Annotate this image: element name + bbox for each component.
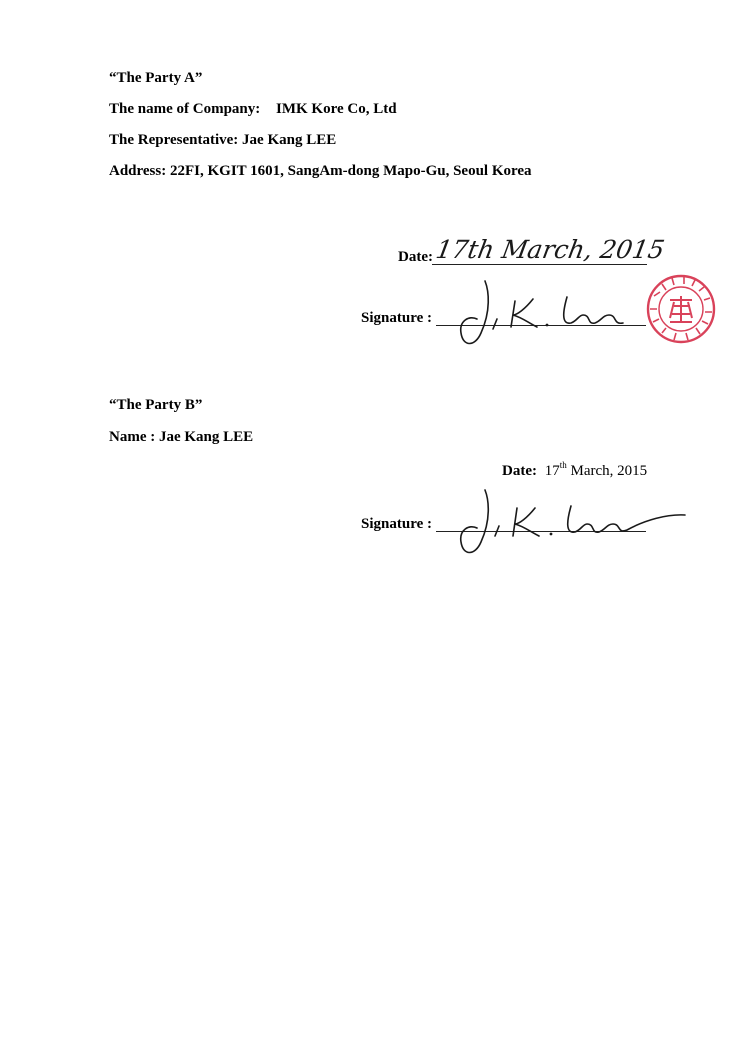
company-label: The name of Company: — [109, 101, 261, 117]
address-line: Address: 22FI, KGIT 1601, SangAm-dong Mapo-Gu, Seoul Korea — [109, 163, 532, 179]
party-b-date-label: Date: — [502, 463, 537, 479]
company-line — [109, 100, 397, 118]
company-seal — [644, 272, 718, 346]
party-b-date — [502, 456, 647, 480]
representative-line: The Representative: Jae Kang LEE — [109, 132, 337, 148]
party-b-signature — [445, 484, 705, 559]
party-a-signature-label: Signature : — [361, 310, 432, 326]
party-a-date-handwriting — [433, 228, 667, 268]
party-b-heading: “The Party B” — [109, 397, 203, 413]
party-a-heading: “The Party A” — [109, 70, 203, 86]
party-b-signature-label: Signature : — [361, 516, 432, 532]
party-b-name: Name : Jae Kang LEE — [109, 429, 254, 445]
company-value: IMK Kore Co, Ltd — [276, 101, 397, 117]
party-a-date-label: Date: — [398, 249, 433, 265]
svg-text:17th March, 2015: 17th March, 2015 — [433, 235, 667, 264]
party-a-signature — [445, 275, 655, 350]
party-b-date-value: 17th March, 2015 — [544, 460, 648, 479]
